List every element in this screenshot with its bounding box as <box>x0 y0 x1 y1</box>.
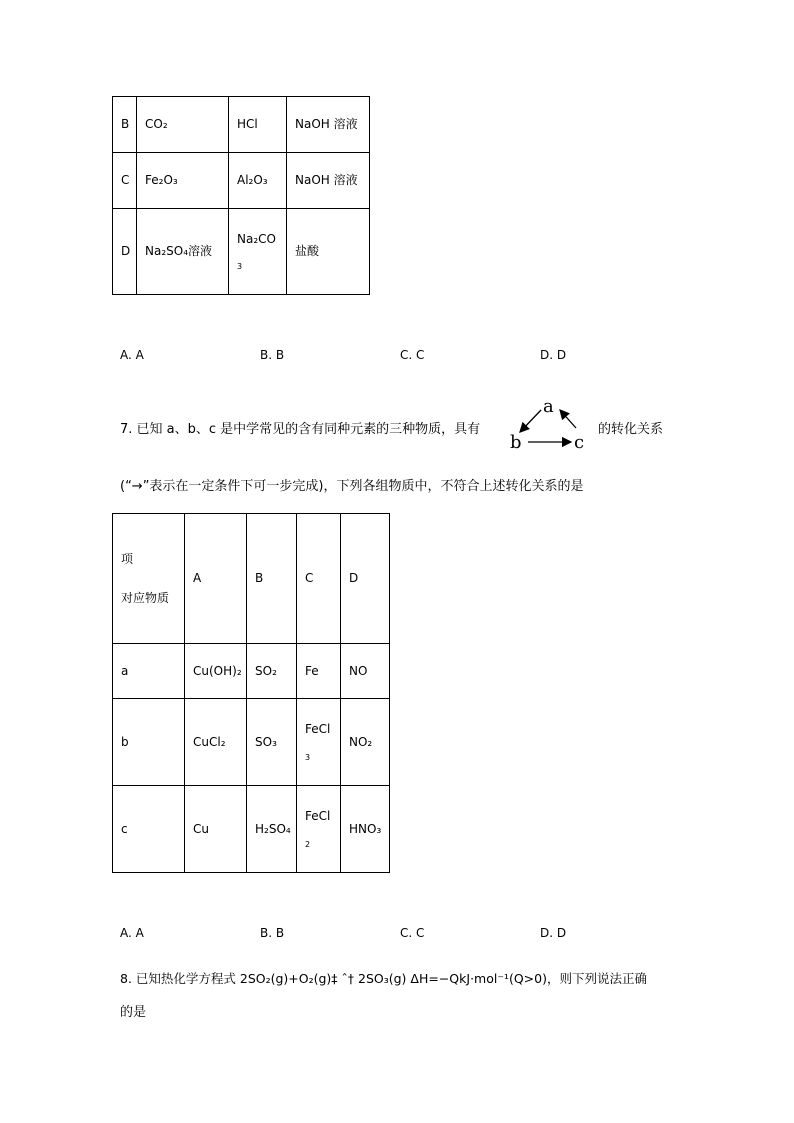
arrow-c-to-a <box>560 410 576 428</box>
question-7-text: 7. 已知 a、b、c 是中学常见的含有同种元素的三种物质，具有 <box>120 422 481 437</box>
cell: HNO₃ <box>341 786 390 873</box>
options-table-2 <box>112 513 390 873</box>
cell-text-bottom: 2 <box>305 839 311 849</box>
option-b: B. B <box>260 348 285 362</box>
table-row <box>113 209 370 295</box>
arrow-a-to-b <box>520 410 541 432</box>
table-row <box>113 644 390 699</box>
cell: Al₂O₃ <box>229 153 287 209</box>
row-label: C <box>113 153 137 209</box>
question-8-line-1: 8. 已知热化学方程式 2SO₂(g)+O₂(g)‡ ˆ† 2SO₃(g) ΔH=−QkJ·mol⁻¹(Q>0)，则下列说法正确 <box>120 971 647 986</box>
option-a: A. A <box>120 348 144 362</box>
table-row <box>113 699 390 786</box>
answer-options-6 <box>120 348 680 362</box>
cell: NaOH 溶液 <box>287 97 370 153</box>
header-item-top: 项 <box>121 551 134 566</box>
cell: 盐酸 <box>287 209 370 295</box>
question-7-line-1 <box>120 418 480 437</box>
diagram-label-b: b <box>510 432 522 452</box>
cell <box>297 786 341 873</box>
answer-options-7 <box>120 926 680 940</box>
cell <box>297 699 341 786</box>
table-row <box>113 97 370 153</box>
option-d: D. D <box>540 348 567 362</box>
option-a: A. A <box>120 926 144 940</box>
cell-text-top: FeCl <box>305 809 331 823</box>
options-table-1 <box>112 96 370 295</box>
row-label: b <box>113 699 185 786</box>
option-d: D. D <box>540 926 567 940</box>
cell <box>229 209 287 295</box>
table-header-row <box>113 514 390 644</box>
cell: NO <box>341 644 390 699</box>
cell-text-top: FeCl <box>305 722 331 736</box>
question-7-text-after: 的转化关系 <box>598 422 664 437</box>
cell: CuCl₂ <box>185 699 247 786</box>
option-c: C. C <box>400 348 425 362</box>
header-cell: A <box>185 514 247 644</box>
cell-text-top: Na₂CO <box>237 231 276 246</box>
table-row <box>113 786 390 873</box>
cell: SO₂ <box>247 644 297 699</box>
header-cell: C <box>297 514 341 644</box>
header-cell: D <box>341 514 390 644</box>
conversion-diagram <box>508 396 588 452</box>
diagram-label-c: c <box>574 432 585 452</box>
cell: CO₂ <box>137 97 229 153</box>
option-b: B. B <box>260 926 285 940</box>
cell: Cu <box>185 786 247 873</box>
cell: SO₃ <box>247 699 297 786</box>
row-label: B <box>113 97 137 153</box>
cell: Na₂SO₄溶液 <box>137 209 229 295</box>
cell: Cu(OH)₂ <box>185 644 247 699</box>
option-c: C. C <box>400 926 425 940</box>
row-label: a <box>113 644 185 699</box>
header-cell-item <box>113 514 185 644</box>
cell: NaOH 溶液 <box>287 153 370 209</box>
header-item-bottom: 对应物质 <box>121 590 170 605</box>
question-7-line-2: (“→”表示在一定条件下可一步完成)，下列各组物质中，不符合上述转化关系的是 <box>120 479 584 494</box>
table-row <box>113 153 370 209</box>
cell: NO₂ <box>341 699 390 786</box>
question-8-line-2: 的是 <box>120 1005 147 1020</box>
cell-text-bottom: 3 <box>237 262 243 272</box>
row-label: c <box>113 786 185 873</box>
diagram-label-a: a <box>543 396 554 417</box>
cell: H₂SO₄ <box>247 786 297 873</box>
cell: HCl <box>229 97 287 153</box>
cell-text-bottom: 3 <box>305 752 311 762</box>
header-cell: B <box>247 514 297 644</box>
cell: Fe₂O₃ <box>137 153 229 209</box>
row-label: D <box>113 209 137 295</box>
cell: Fe <box>297 644 341 699</box>
